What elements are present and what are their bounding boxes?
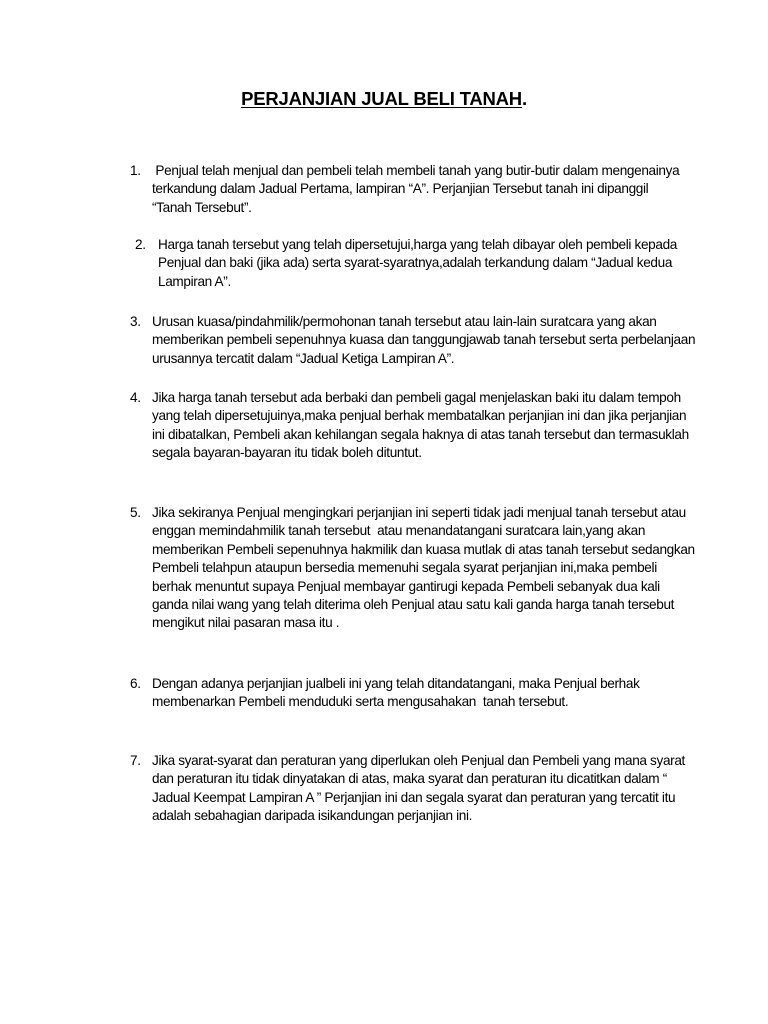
clause-line: Urusan kuasa/pindahmilik/permohonan tanah tersebut atau lain-lain suratcara yang akan [152,314,657,329]
clause-number: 4. [130,390,141,405]
clause-line: enggan memindahmilik tanah tersebut atau menandatangani suratcara lain,yang akan [152,523,646,539]
clause-line: adalah sebahagian daripada isikandungan perjanjian ini. [152,808,473,824]
clause-line: Dengan adanya perjanjian jualbeli ini yang telah ditandatangani, maka Penjual berhak [152,676,640,691]
clause-line: mengikut nilai pasaran masa itu . [152,615,340,631]
clause-line: Penjual telah menjual dan pembeli telah membeli tanah yang butir-butir dalam mengenainya [152,163,680,178]
clause-line: Lampiran A”. [158,273,231,289]
clause-4 [130,389,689,463]
clause-line: Jika sekiranya Penjual mengingkari perjanjian ini seperti tidak jadi menjual tanah tersebut atau [152,505,686,520]
clause-line: terkandung dalam Jadual Pertama, lampiran “A”. Perjanjian Tersebut tanah ini dipanggil [152,181,649,197]
clause-3 [130,313,695,368]
clause-line: Jika syarat-syarat dan peraturan yang diperlukan oleh Penjual dan Pembeli yang mana syarat [152,753,685,768]
clause-line: membenarkan Pembeli menduduki serta mengusahakan tanah tersebut. [152,694,569,710]
clause-6 [130,675,640,712]
clause-line: Jadual Keempat Lampiran A ” Perjanjian ini dan segala syarat dan peraturan yang tercatit itu [152,789,676,805]
clause-number: 5. [130,505,141,520]
clause-line: yang telah dipersetujuinya,maka penjual berhak membatalkan perjanjian ini dan jika perjanjian [152,408,687,424]
clause-line: dan peraturan itu tidak dinyatakan di atas, maka syarat dan peraturan itu dicatitkan dalam “ [152,771,667,787]
clause-number: 1. [130,163,141,178]
document-title-text: PERJANJIAN JUAL BELI TANAH [241,88,522,109]
clause-line: segala bayaran-bayaran itu tidak boleh dituntut. [152,445,422,461]
document-title [0,88,768,110]
clause-line: “Tanah Tersebut”. [152,199,252,215]
document-title-period: . [521,88,527,109]
clause-line: urusannya tercatit dalam “Jadual Ketiga Lampiran A”. [152,350,455,366]
clause-number: 7. [130,753,141,768]
clause-number: 3. [130,314,141,329]
clause-line: berhak menuntut supaya Penjual membayar gantirugi kepada Pembeli sebanyak dua kali [152,578,660,594]
clause-7 [130,752,685,826]
clause-line: memberikan pembeli sepenuhnya kuasa dan tanggungjawab tanah tersebut serta perbelanjaan [152,332,696,348]
clause-line: Jika harga tanah tersebut ada berbaki dan pembeli gagal menjelaskan baki itu dalam tempoh [152,390,681,405]
clause-line: Penjual dan baki (jika ada) serta syarat-syaratnya,adalah terkandung dalam “Jadual kedua [158,255,673,271]
clause-line: ganda nilai wang yang telah diterima oleh Penjual atau satu kali ganda harga tanah tersebut [152,597,675,613]
clause-line: ini dibatalkan, Pembeli akan kehilangan segala haknya di atas tanah tersebut dan termasuklah [152,426,689,442]
clause-line: Harga tanah tersebut yang telah dipersetujui,harga yang telah dibayar oleh pembeli kepada [158,237,678,252]
clause-1 [130,162,679,217]
clause-line: Pembeli telahpun ataupun bersedia memenuhi segala syarat perjanjian ini,maka pembeli [152,560,657,576]
clause-line: memberikan Pembeli sepenuhnya hakmilik dan kuasa mutlak di atas tanah tersebut sedangkan [152,541,695,557]
clause-5 [130,504,695,633]
clause-2 [135,236,677,291]
clause-number: 2. [135,237,146,252]
clause-number: 6. [130,676,141,691]
